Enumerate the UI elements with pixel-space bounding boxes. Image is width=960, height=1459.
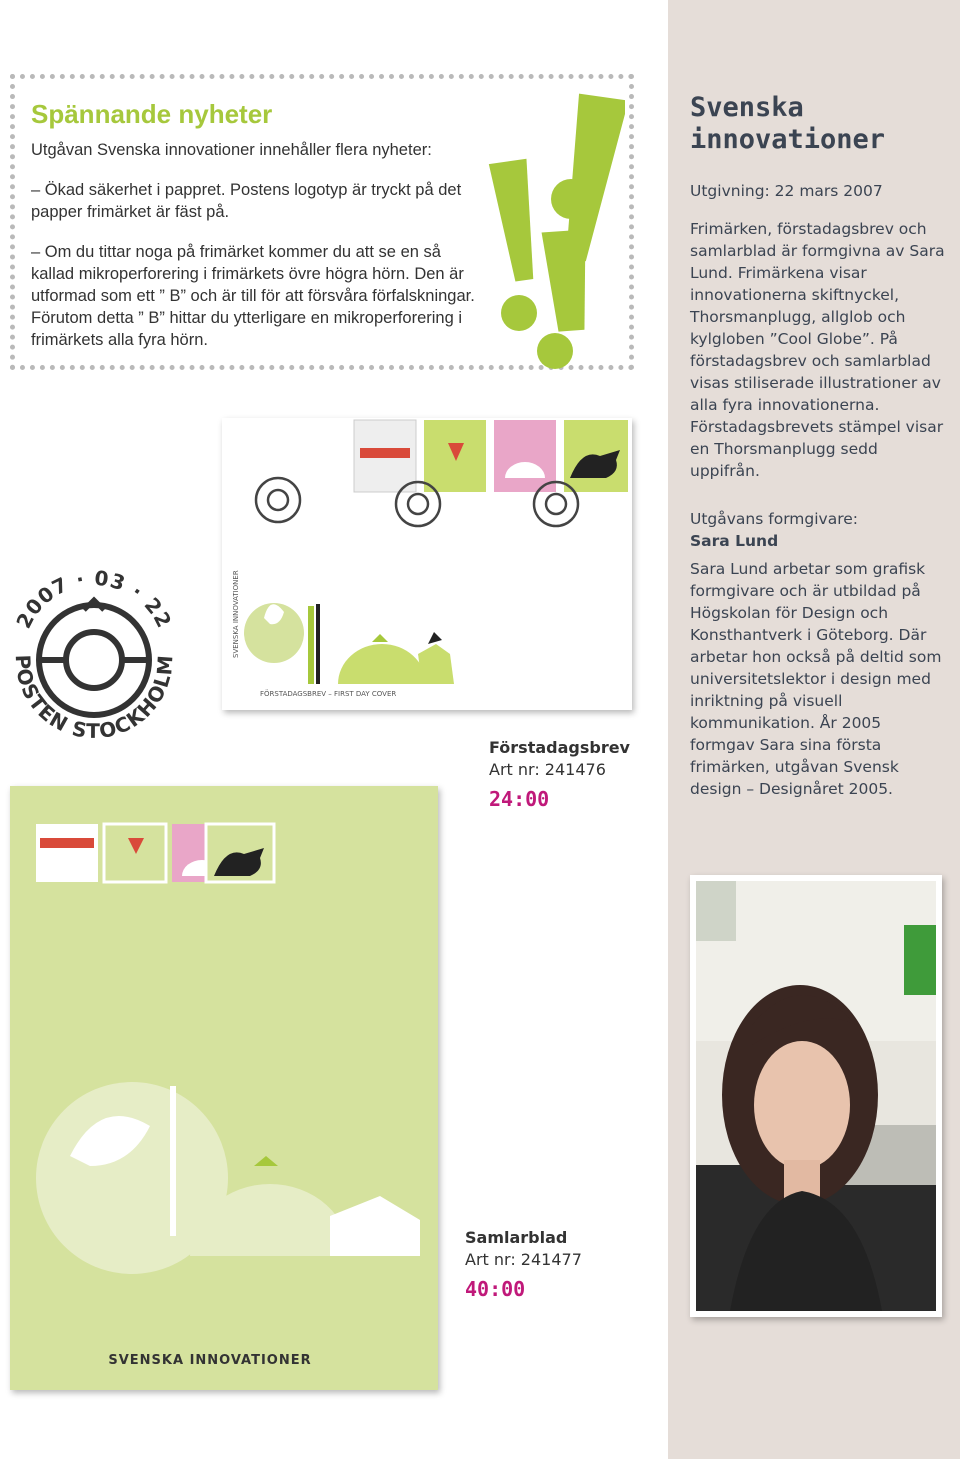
sheet-price: 40:00 bbox=[465, 1277, 526, 1301]
designer-portrait bbox=[690, 875, 942, 1317]
news-point-2: – Om du tittar noga på frimärket kommer du att se en så kallad mikroperforering i frimärkets övre högra hörn. Den är utformad som ett ” B” och är till för att försvåra förfalskningar. Förutom detta ” B” hittar du ytterligare en mikroperforering i frimärkets alla fyra hörn. bbox=[31, 243, 475, 349]
fdc-cover-text: FÖRSTADAGSBREV – FIRST DAY COVER bbox=[260, 690, 397, 698]
sheet-label: SVENSKA INNOVATIONER bbox=[108, 1353, 312, 1368]
fdc-vertical-text: SVENSKA INNOVATIONER bbox=[232, 570, 240, 658]
release-date: Utgivning: 22 mars 2007 bbox=[690, 182, 883, 200]
issue-description: Frimärken, förstadagsbrev och samlarblad är formgivna av Sara Lund. Frimärkena visar innovationerna skiftnyckel, Thorsmanplugg, allglob och kylgloben ”Cool Globe”. På förstadagsbrev och samlarblad visas stiliserade illustrationer av alla fyra innovationerna. Förstadagsbrevets stämpel visar en Thorsmanplugg sedd uppifrån. bbox=[690, 220, 945, 480]
fdc-price: 24:00 bbox=[489, 787, 550, 811]
sheet-caption bbox=[465, 1227, 582, 1303]
collector-sheet bbox=[10, 786, 438, 1390]
news-point-1: – Ökad säkerhet i pappret. Postens logotyp är tryckt på det papper frimärket är fäst på. bbox=[31, 181, 462, 221]
fdc-title: Förstadagsbrev bbox=[489, 738, 630, 757]
postmark-date: 2007 · 03 · 22 bbox=[11, 565, 177, 633]
postmark-place: POSTEN STOCKHOLM bbox=[10, 653, 178, 744]
news-heading: Spännande nyheter bbox=[31, 99, 273, 129]
fdc-caption bbox=[489, 737, 630, 813]
designer-photo bbox=[690, 875, 942, 1317]
first-day-cover-artwork bbox=[222, 418, 632, 710]
exclamation-graphic bbox=[485, 91, 625, 371]
fdc-art-number: Art nr: 241476 bbox=[489, 760, 606, 779]
designer-bio: Sara Lund arbetar som grafisk formgivare och är utbildad på Högskolan för Design och Konsthantverk i Göteborg. Där arbetar hon också på deltid som universitetslektor i design med inriktning på visuell kommunikation. År 2005 formgav Sara sina första frimärken, utgåvan Svensk design – Designåret 2005. bbox=[690, 560, 942, 798]
sheet-art-number: Art nr: 241477 bbox=[465, 1250, 582, 1269]
postmark-large bbox=[4, 560, 184, 750]
first-day-cover bbox=[222, 418, 632, 710]
svg-text:POSTEN STOCKHOLM bbox=[11, 654, 178, 744]
news-lead: Utgåvan Svenska innovationer innehåller flera nyheter: bbox=[31, 141, 432, 159]
designer-label: Utgåvans formgivare: bbox=[690, 510, 859, 528]
designer-name: Sara Lund bbox=[690, 532, 779, 550]
sidebar-title: Svenska innovationer bbox=[690, 92, 886, 155]
sheet-title: Samlarblad bbox=[465, 1228, 568, 1247]
news-box bbox=[10, 74, 634, 370]
collector-sheet-artwork bbox=[10, 786, 438, 1390]
